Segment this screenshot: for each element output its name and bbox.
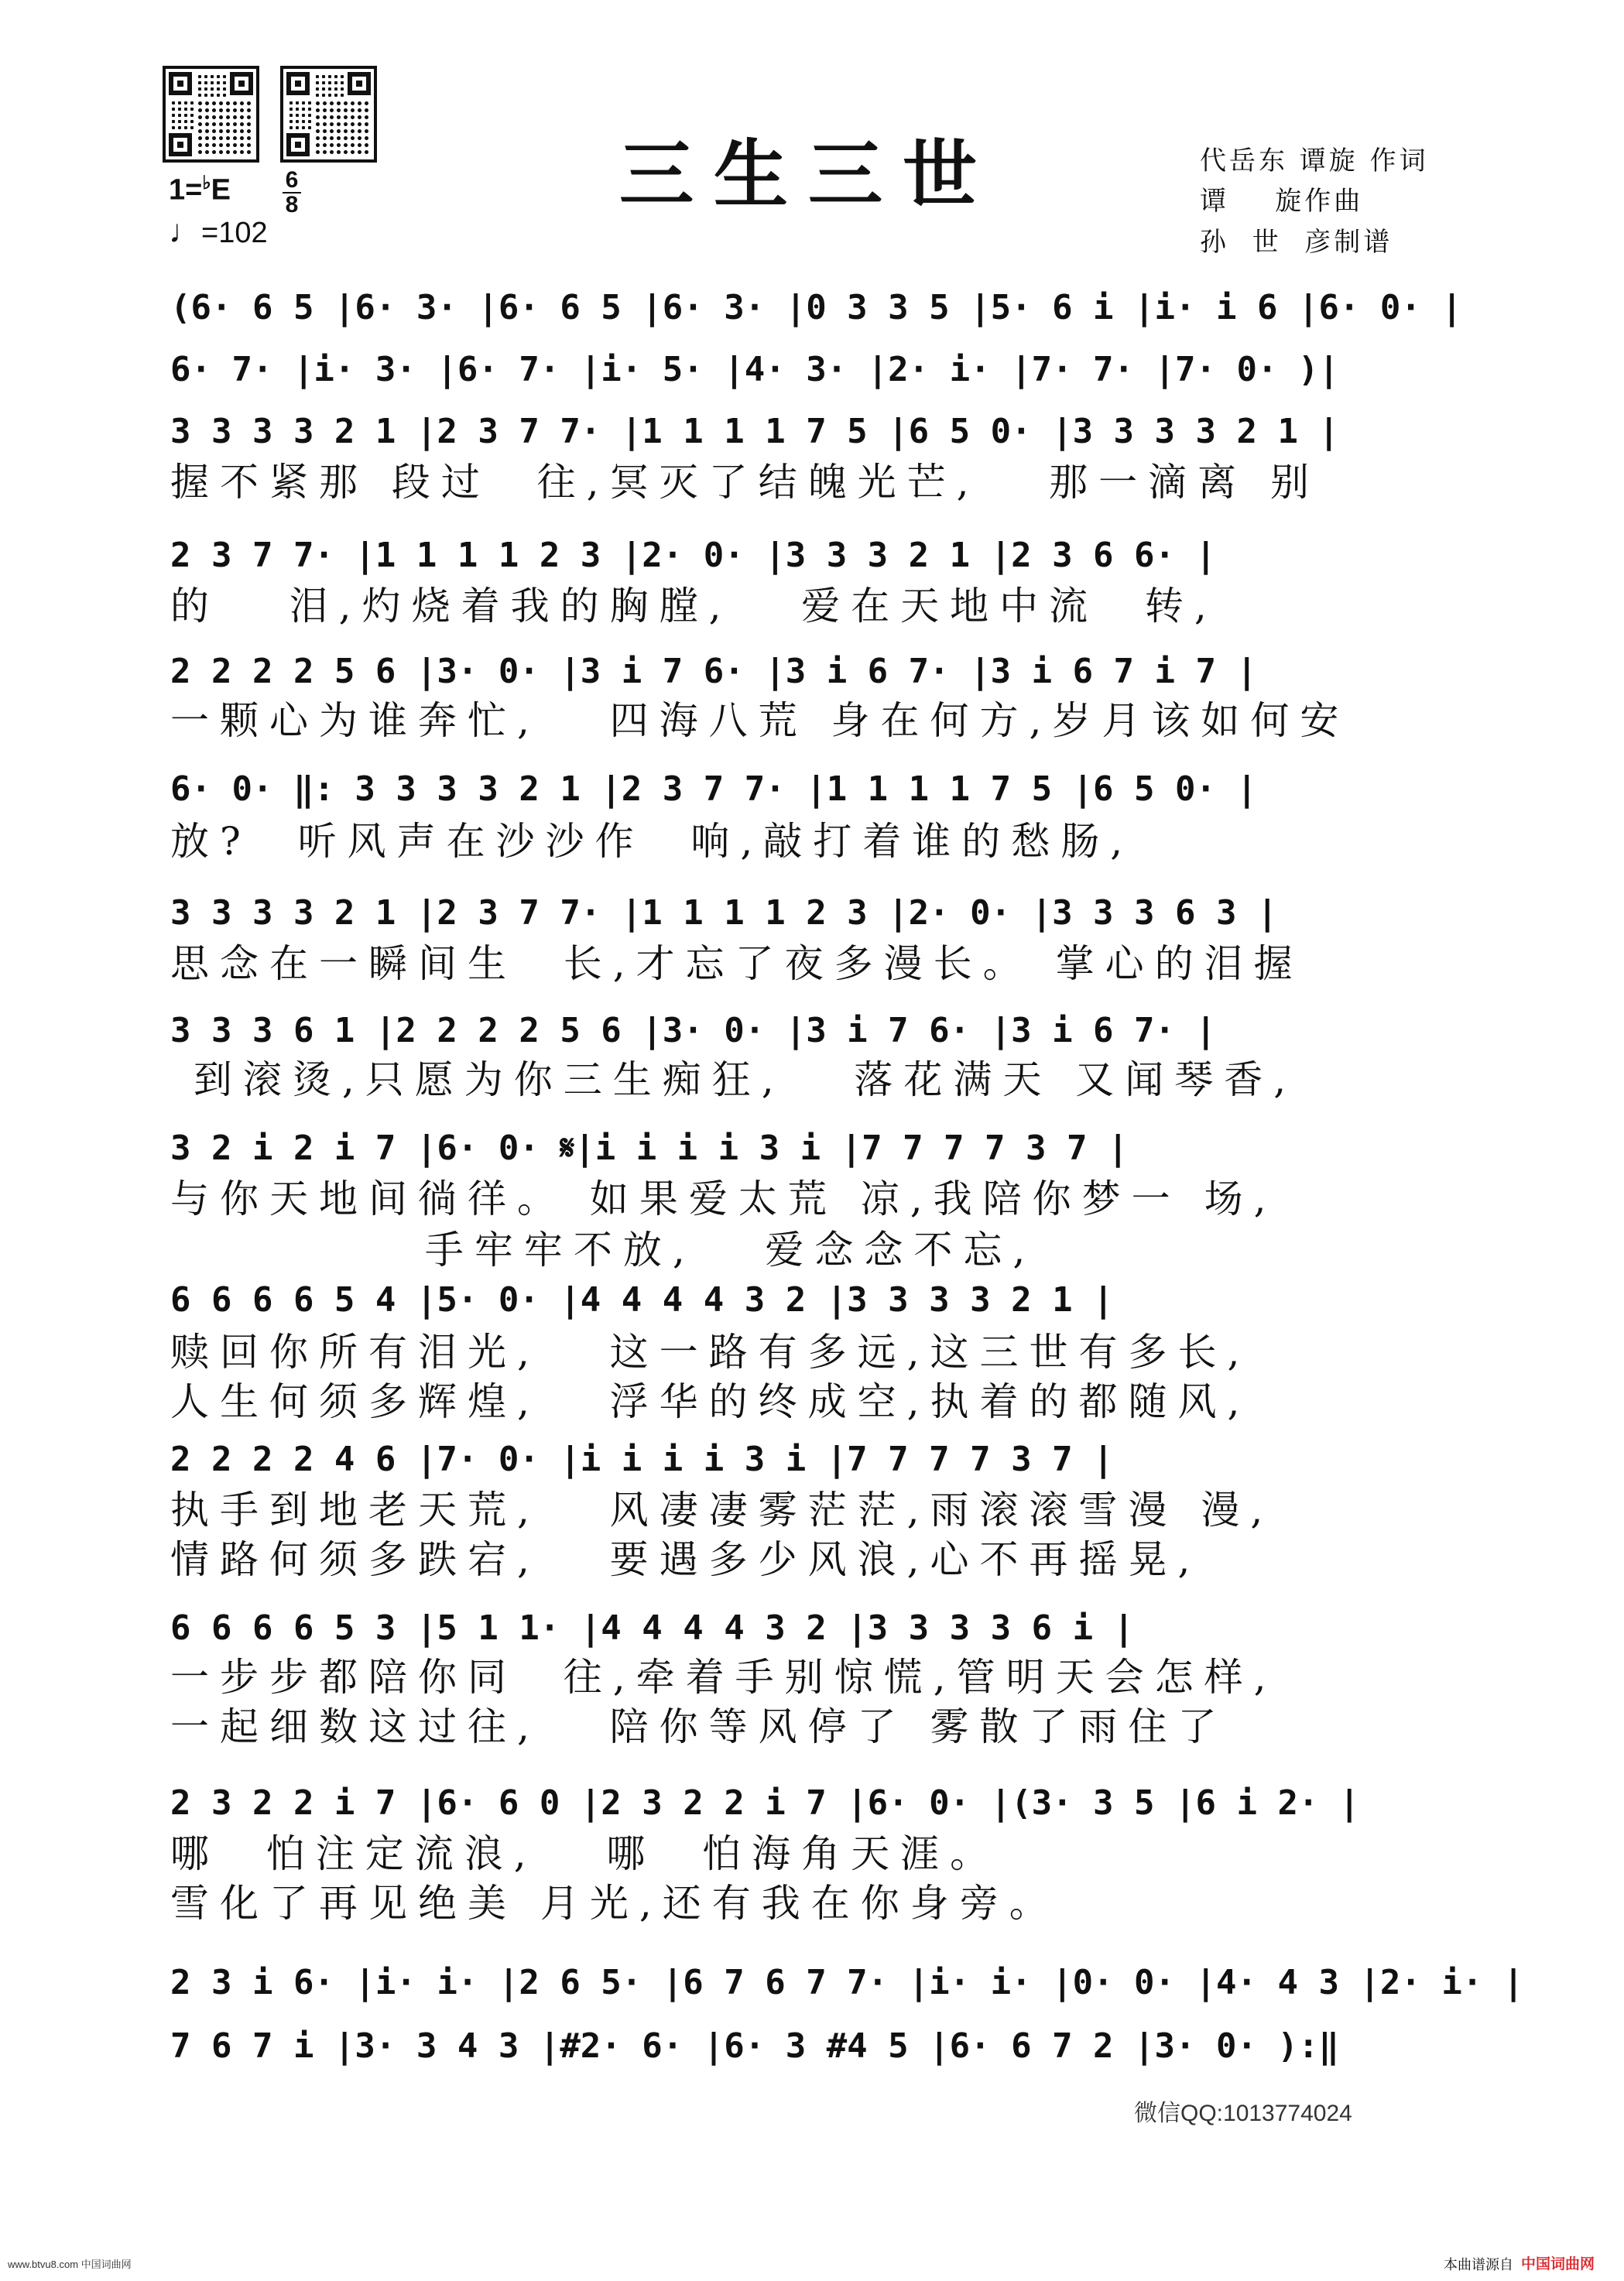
lyrics-row-8: 到滚烫,只愿为你三生痴狂, 落花满天 又闻琴香,: [170, 1057, 1297, 1102]
notes-row-8: 3 3 3 6 1 |2 2 2 2 5 6 |3· 0· |3 i 7 6· |3 i 6 7· |: [170, 1011, 1217, 1050]
left-margin-watermark: [3, 0, 14, 2281]
notes-row-13: 2 3 2 2 i 7 |6· 6 0 |2 3 2 2 i 7 |6· 0· |(3· 3 5 |6 i 2· |: [170, 1783, 1360, 1823]
wechat-qq-contact: 微信QQ:1013774024: [1134, 2101, 1352, 2126]
lyrics-row-11b: 情路何须多跌宕, 要遇多少风浪,心不再摇晃,: [170, 1537, 1201, 1582]
lyrics-row-6: 放? 听风声在沙沙作 响,敲打着谁的愁肠,: [170, 819, 1134, 864]
flat-icon: ♭: [202, 173, 211, 194]
lyrics-row-13b: 雪化了再见绝美 月光,还有我在你身旁。: [170, 1881, 1059, 1926]
lyrics-row-10a: 赎回你所有泪光, 这一路有多远,这三世有多长,: [170, 1330, 1251, 1375]
notes-row-1: (6· 6 5 |6· 3· |6· 6 5 |6· 3· |0 3 3 5 |5· 6 i |i· i 6 |6· 0· |: [170, 288, 1462, 327]
notes-row-10: 6 6 6 6 5 4 |5· 0· |4 4 4 4 3 2 |3 3 3 3 2 1 |: [170, 1280, 1114, 1320]
quarter-note-icon: ♩: [169, 213, 201, 249]
lyrics-row-4: 的 泪,灼烧着我的胸膛, 爱在天地中流 转,: [170, 584, 1218, 628]
time-sig-top: 6: [285, 167, 299, 193]
lyrics-row-10b: 人生何须多辉煌, 浮华的终成空,执着的都随风,: [170, 1379, 1251, 1424]
notes-row-9: 3 2 i 2 i 7 |6· 0· 𝄋|i i i i 3 i |7 7 7 7 3 7 |: [170, 1129, 1129, 1168]
time-sig-bottom: 8: [285, 192, 299, 217]
notes-row-5: 2 2 2 2 5 6 |3· 0· |3 i 7 6· |3 i 6 7· |3 i 6 7 i 7 |: [170, 652, 1257, 691]
lyrics-row-5: 一颗心为谁奔忙, 四海八荒 身在何方,岁月该如何安: [170, 698, 1350, 743]
credit-lyricists: 代岳东 谭旋 作词: [1200, 146, 1429, 176]
notes-row-7: 3 3 3 3 2 1 |2 3 7 7· |1 1 1 1 2 3 |2· 0· |3 3 3 6 3 |: [170, 893, 1278, 933]
tempo-marking: [169, 213, 268, 250]
lyrics-row-9b: 手牢牢不放, 爱念念不忘,: [170, 1228, 1036, 1272]
tempo-value: =102: [201, 217, 268, 249]
lyrics-row-3: 握不紧那 段过 往,冥灭了结魄光芒, 那一滴离 别: [170, 460, 1321, 505]
notes-row-14: 2 3 i 6· |i· i· |2 6 5· |6 7 6 7 7· |i· i· |0· 0· |4· 4 3 |2· i· |: [170, 1963, 1524, 2002]
credit-composer: 谭 旋作曲: [1200, 186, 1364, 217]
notes-row-15: 7 6 7 i |3· 3 4 3 |#2· 6· |6· 3 #4 5 |6· 6 7 2 |3· 0· ):‖: [170, 2026, 1339, 2066]
lyrics-row-11a: 执手到地老天荒, 风凄凄雾茫茫,雨滚滚雪漫 漫,: [170, 1488, 1274, 1533]
source-label: 本曲谱源自: [1444, 2257, 1513, 2273]
time-signature: [283, 169, 301, 217]
key-letter: E: [211, 173, 231, 207]
qr-code-left: [163, 66, 259, 163]
song-title: 三生三世: [619, 131, 997, 218]
lyrics-row-9a: 与你天地间徜徉。 如果爱太荒 凉,我陪你梦一 场,: [170, 1176, 1277, 1221]
lyrics-row-12a: 一步步都陪你同 往,牵着手别惊慌,管明天会怎样,: [170, 1655, 1277, 1700]
source-url: www.btvu8.com 中国词曲网: [8, 2259, 132, 2270]
notes-row-2: 6· 7· |i· 3· |6· 7· |i· 5· |4· 3· |2· i· |7· 7· |7· 0· )|: [170, 350, 1339, 389]
qr-code-right: [280, 66, 377, 163]
lyrics-row-13a: 哪 怕注定流浪, 哪 怕海角天涯。: [170, 1831, 1000, 1876]
key-prefix: 1=: [169, 173, 203, 207]
notes-row-11: 2 2 2 2 4 6 |7· 0· |i i i i 3 i |7 7 7 7 3 7 |: [170, 1440, 1114, 1479]
notes-row-3: 3 3 3 3 2 1 |2 3 7 7· |1 1 1 1 7 5 |6 5 0· |3 3 3 3 2 1 |: [170, 412, 1339, 451]
site-logo-text: 中国词曲网: [1521, 2255, 1595, 2272]
notes-row-12: 6 6 6 6 5 3 |5 1 1· |4 4 4 4 3 2 |3 3 3 3 6 i |: [170, 1608, 1135, 1648]
lyrics-row-12b: 一起细数这过往, 陪你等风停了 雾散了雨住了: [170, 1704, 1228, 1749]
notes-row-4: 2 3 7 7· |1 1 1 1 2 3 |2· 0· |3 3 3 2 1 |2 3 6 6· |: [170, 536, 1217, 575]
lyrics-row-7: 思念在一瞬间生 长,才忘了夜多漫长。 掌心的泪握: [170, 941, 1304, 986]
credit-transcriber: 孙 世 彦制谱: [1200, 227, 1393, 258]
notes-row-6: 6· 0· ‖: 3 3 3 3 2 1 |2 3 7 7· |1 1 1 1 7 5 |6 5 0· |: [170, 769, 1257, 809]
right-margin-watermark: [1612, 0, 1622, 2281]
key-signature: [169, 172, 231, 207]
